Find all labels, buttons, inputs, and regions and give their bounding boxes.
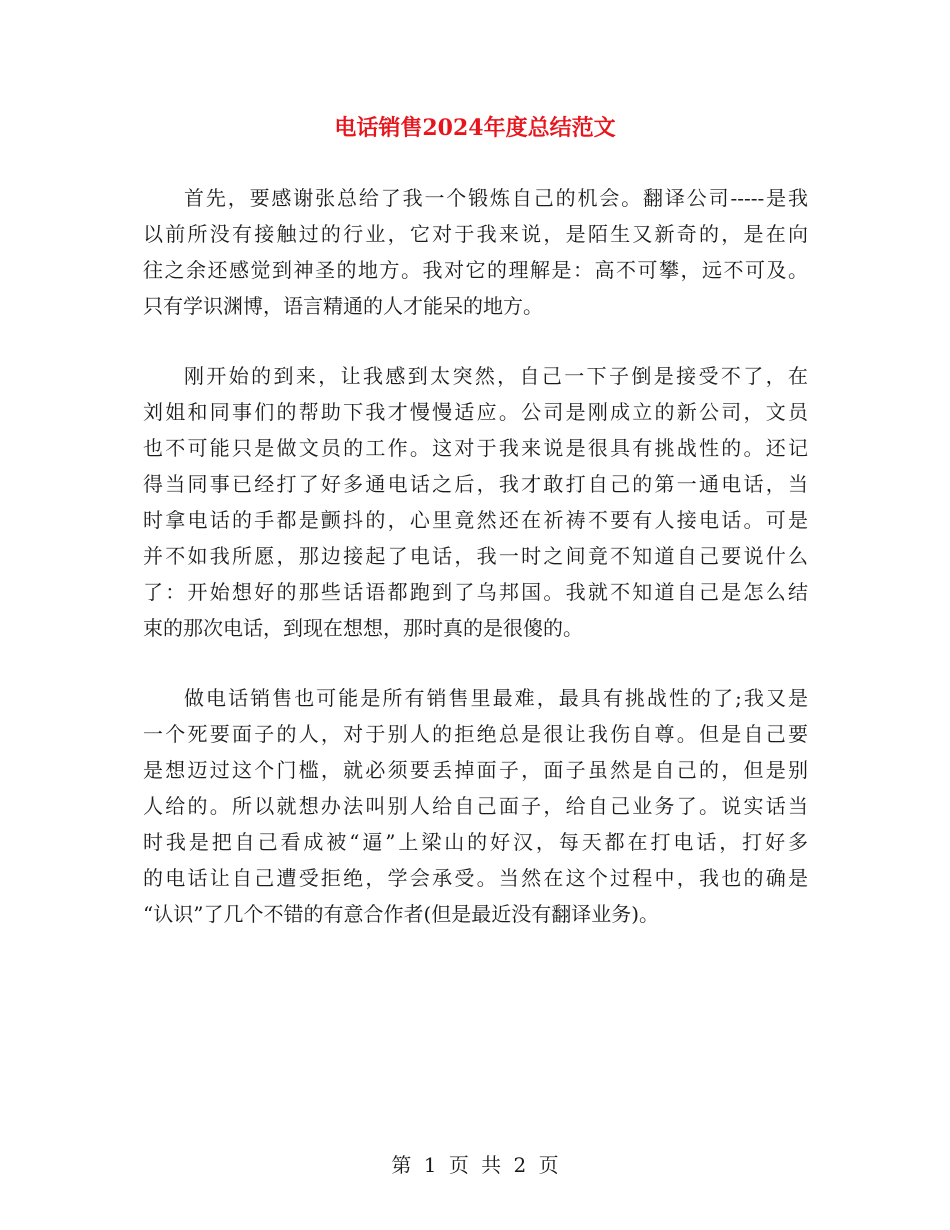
paragraph-line: “认识”了几个不错的有意合作者(但是最近没有翻译业务)。 <box>143 902 660 926</box>
paragraph-line: 做电话销售也可能是所有销售里最难，最具有挑战性的了;我又是 <box>184 686 808 710</box>
paragraph-line: 刘姐和同事们的帮助下我才慢慢适应。公司是刚成立的新公司，文员 <box>143 400 808 424</box>
paragraph-line: 时拿电话的手都是颤抖的，心里竟然还在祈祷不要有人接电话。可是 <box>143 508 808 532</box>
paragraph-line: 时我是把自己看成被“逼”上梁山的好汉，每天都在打电话，打好多 <box>143 830 808 854</box>
paragraph-2 <box>143 358 808 646</box>
paragraph-line: 了：开始想好的那些话语都跑到了乌邦国。我就不知道自己是怎么结 <box>143 580 808 604</box>
paragraph-line: 只有学识渊博，语言精通的人才能呆的地方。 <box>143 294 543 318</box>
paragraph-line: 并不如我所愿，那边接起了电话，我一时之间竟不知道自己要说什么 <box>143 544 808 568</box>
paragraph-line: 往之余还感觉到神圣的地方。我对它的理解是：高不可攀，远不可及。 <box>143 258 808 282</box>
paragraph-1 <box>143 180 808 324</box>
page-number-footer: 第 1 页 共 2 页 <box>391 1153 559 1177</box>
paragraph-3 <box>143 680 808 932</box>
paragraph-line: 刚开始的到来，让我感到太突然，自己一下子倒是接受不了，在 <box>184 364 808 388</box>
paragraph-line: 一个死要面子的人，对于别人的拒绝总是很让我伤自尊。但是自己要 <box>143 722 808 746</box>
paragraph-line: 也不可能只是做文员的工作。这对于我来说是很具有挑战性的。还记 <box>143 436 808 460</box>
paragraph-line: 以前所没有接触过的行业，它对于我来说，是陌生又新奇的，是在向 <box>143 222 808 246</box>
document-body <box>143 180 808 966</box>
paragraph-line: 束的那次电话，到现在想想，那时真的是很傻的。 <box>143 616 583 640</box>
paragraph-line: 得当同事已经打了好多通电话之后，我才敢打自己的第一通电话，当 <box>143 472 808 496</box>
paragraph-line: 的电话让自己遭受拒绝，学会承受。当然在这个过程中，我也的确是 <box>143 866 808 890</box>
paragraph-line: 首先，要感谢张总给了我一个锻炼自己的机会。翻译公司-----是我 <box>184 186 808 210</box>
paragraph-line: 人给的。所以就想办法叫别人给自己面子，给自己业务了。说实话当 <box>143 794 808 818</box>
paragraph-line: 是想迈过这个门槛，就必须要丢掉面子，面子虽然是自己的，但是别 <box>143 758 808 782</box>
document-title: 电话销售2024年度总结范文 <box>334 115 616 141</box>
